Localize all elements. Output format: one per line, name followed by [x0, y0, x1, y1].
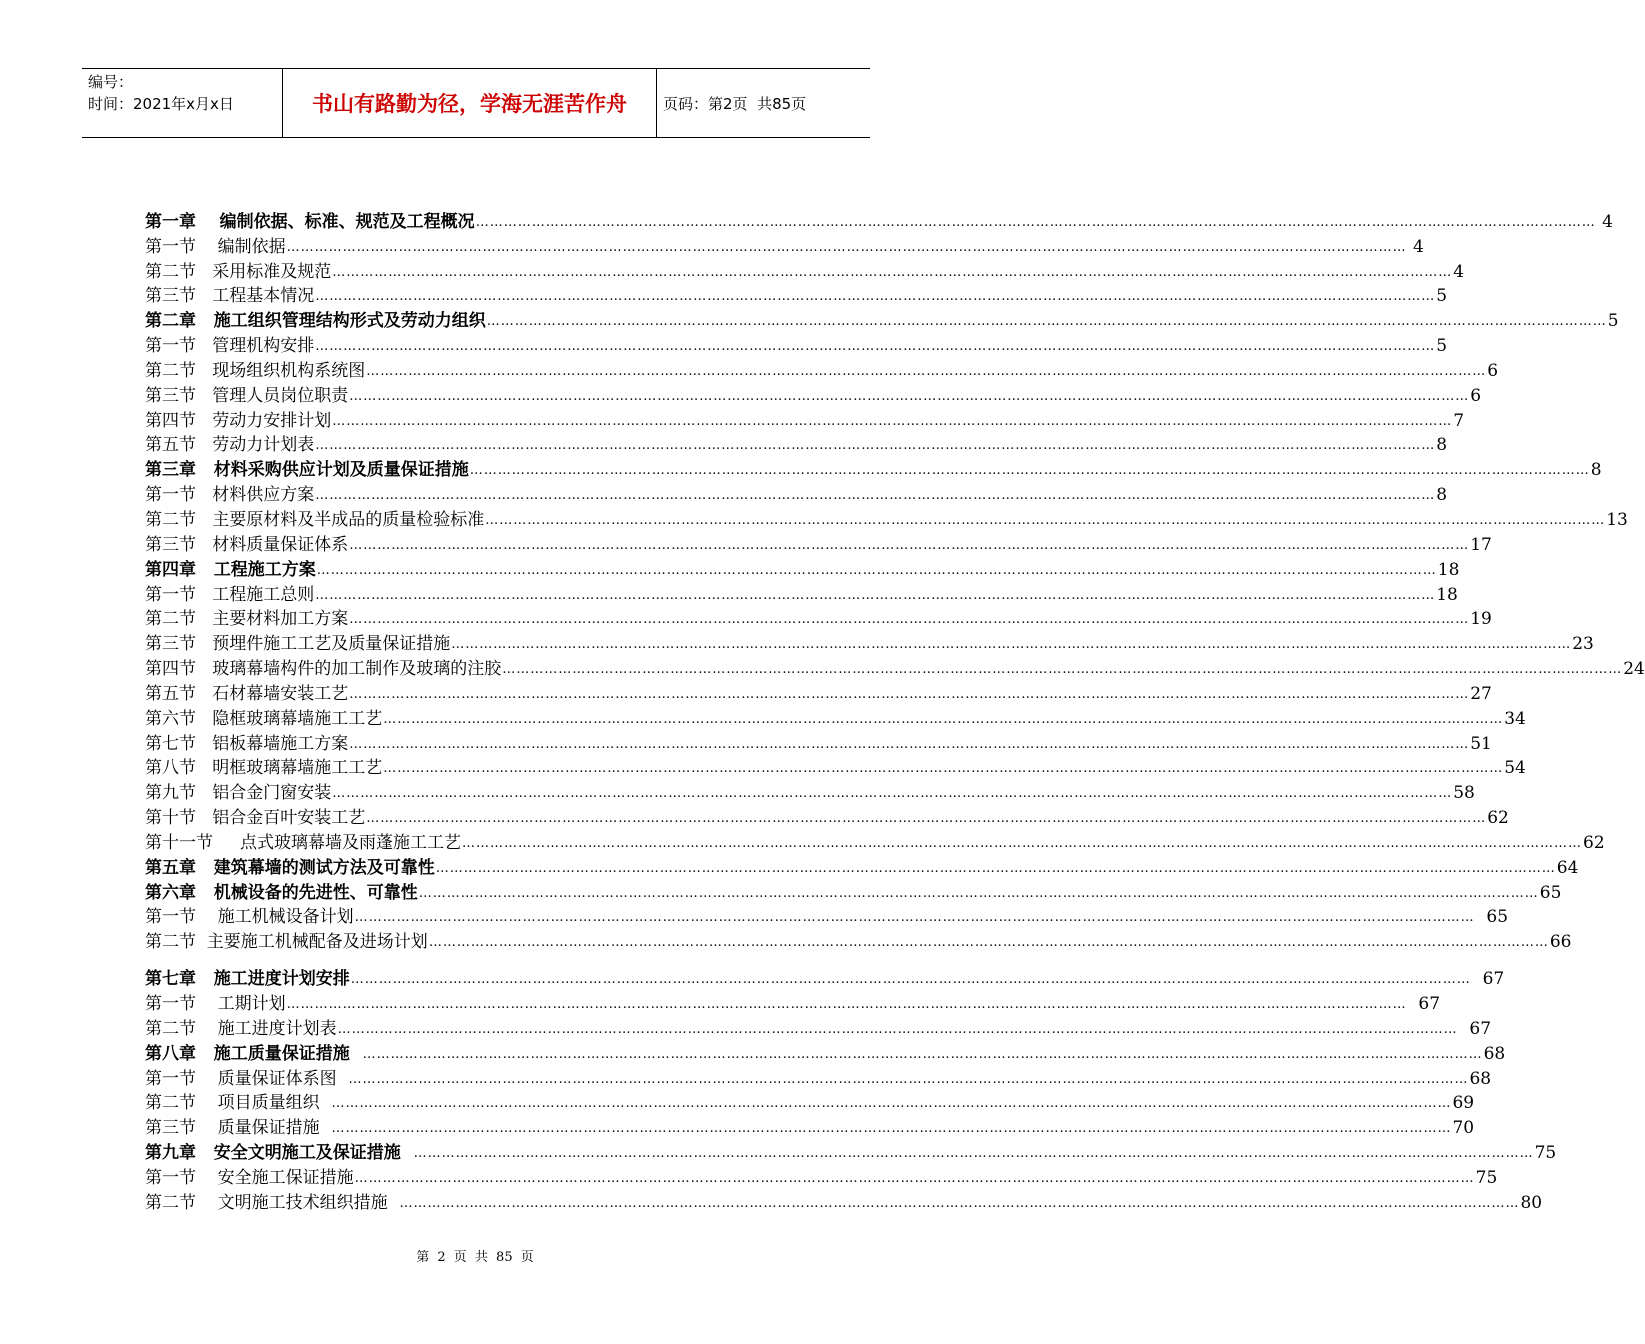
toc-section-entry	[145, 829, 1605, 854]
header-motto: 书山有路勤为径，学海无涯苦作舟	[282, 69, 657, 137]
toc-entry-page: 8	[1590, 460, 1602, 481]
toc-entry-page: 64	[1556, 857, 1579, 878]
toc-leader-dots: ……………………………………………………………………………………………………………………………………………………………………………………………………………………	[332, 264, 1453, 280]
page-header	[82, 68, 870, 138]
toc-section-entry	[145, 1065, 1492, 1090]
toc-leader-dots: ……………………………………………………………………………………………………………………………………………………………………………………………………………………	[354, 1170, 1475, 1186]
toc-leader-dots: ……………………………………………………………………………………………………………………………………………………………………………………………………………………	[332, 786, 1453, 802]
toc-entry-label: 第二节 项目质量组织	[145, 1093, 331, 1114]
toc-entry-label: 第二节 施工进度计划表	[145, 1018, 337, 1039]
toc-entry-label: 第二节 文明施工技术组织措施	[145, 1192, 399, 1213]
toc-section-entry	[145, 680, 1492, 705]
toc-entry-label: 第二章 施工组织管理结构形式及劳动力组织	[145, 311, 486, 332]
toc-entry-page: 62	[1583, 832, 1605, 853]
toc-entry-page: 27	[1470, 683, 1492, 704]
toc-entry-page: 8	[1436, 435, 1448, 456]
toc-leader-dots: ……………………………………………………………………………………………………………………………………………………………………………………………………………………	[469, 463, 1590, 479]
toc-section-entry	[145, 1090, 1475, 1115]
toc-leader-dots: ……………………………………………………………………………………………………………………………………………………………………………………………………………………	[315, 289, 1436, 305]
toc-entry-page: 80	[1520, 1192, 1543, 1213]
toc-chapter-entry	[145, 879, 1562, 904]
toc-leader-dots: ……………………………………………………………………………………………………………………………………………………………………………………………………………………	[451, 637, 1572, 653]
toc-section-entry	[145, 655, 1645, 680]
document-number-label: 编号：	[88, 73, 134, 91]
toc-entry-page: 68	[1469, 1068, 1492, 1089]
toc-section-entry	[145, 1164, 1498, 1189]
toc-entry-label: 第五章 建筑幕墙的测试方法及可靠性	[145, 857, 435, 878]
toc-entry-label: 第三节 管理人员岗位职责	[145, 385, 349, 406]
toc-entry-label: 第三节 质量保证措施	[145, 1118, 331, 1139]
toc-entry-label: 第九章 安全文明施工及保证措施	[145, 1143, 413, 1164]
toc-section-entry	[145, 581, 1458, 606]
toc-entry-label: 第二节 主要施工机械配备及进场计划	[145, 932, 428, 953]
toc-entry-label: 第四节 劳动力安排计划	[145, 410, 332, 431]
toc-leader-dots: ……………………………………………………………………………………………………………………………………………………………………………………………………………………	[315, 339, 1436, 355]
toc-section-entry	[145, 1189, 1543, 1214]
toc-entry-label: 第四章 工程施工方案	[145, 559, 316, 580]
toc-entry-label: 第十节 铝合金百叶安装工艺	[145, 808, 366, 829]
toc-section-entry	[145, 904, 1509, 929]
toc-spacer	[145, 953, 810, 965]
toc-section-entry	[145, 506, 1628, 531]
toc-entry-page: 18	[1436, 584, 1458, 605]
toc-section-entry	[145, 928, 1572, 953]
toc-leader-dots: ……………………………………………………………………………………………………………………………………………………………………………………………………………………	[486, 314, 1607, 330]
toc-entry-page: 18	[1437, 559, 1460, 580]
toc-leader-dots: ……………………………………………………………………………………………………………………………………………………………………………………………………………………	[428, 935, 1549, 951]
header-meta	[82, 69, 282, 137]
toc-entry-page: 5	[1607, 311, 1619, 332]
toc-entry-label: 第二节 主要原材料及半成品的质量检验标准	[145, 509, 485, 530]
toc-entry-page: 67	[1407, 994, 1441, 1014]
toc-leader-dots: ……………………………………………………………………………………………………………………………………………………………………………………………………………………	[315, 488, 1436, 504]
toc-section-entry	[145, 705, 1526, 730]
toc-entry-page: 8	[1436, 485, 1448, 506]
toc-chapter-entry	[145, 208, 1613, 233]
toc-entry-page: 4	[1453, 261, 1465, 282]
toc-entry-page: 5	[1436, 336, 1448, 357]
toc-leader-dots: ……………………………………………………………………………………………………………………………………………………………………………………………………………………	[475, 214, 1596, 230]
toc-section-entry	[145, 258, 1465, 283]
toc-entry-page: 23	[1572, 634, 1594, 655]
toc-entry-label: 第六节 隐框玻璃幕墙施工工艺	[145, 708, 383, 729]
toc-leader-dots: ……………………………………………………………………………………………………………………………………………………………………………………………………………………	[383, 761, 1504, 777]
toc-entry-label: 第六章 机械设备的先进性、可靠性	[145, 882, 418, 903]
toc-entry-label: 第二节 采用标准及规范	[145, 261, 332, 282]
toc-leader-dots: ……………………………………………………………………………………………………………………………………………………………………………………………………………………	[383, 711, 1504, 727]
toc-leader-dots: ……………………………………………………………………………………………………………………………………………………………………………………………………………………	[354, 910, 1475, 926]
toc-section-entry	[145, 779, 1475, 804]
toc-section-entry	[145, 1015, 1492, 1040]
toc-entry-page: 68	[1483, 1043, 1506, 1064]
toc-leader-dots: ……………………………………………………………………………………………………………………………………………………………………………………………………………………	[349, 537, 1470, 553]
toc-entry-label: 第一节 质量保证体系图	[145, 1068, 348, 1089]
toc-entry-page: 17	[1470, 534, 1492, 555]
toc-leader-dots: ……………………………………………………………………………………………………………………………………………………………………………………………………………………	[349, 736, 1470, 752]
toc-section-entry	[145, 283, 1448, 308]
toc-leader-dots: ……………………………………………………………………………………………………………………………………………………………………………………………………………………	[315, 587, 1436, 603]
toc-leader-dots: ……………………………………………………………………………………………………………………………………………………………………………………………………………………	[413, 1146, 1534, 1162]
toc-section-entry	[145, 233, 1424, 258]
toc-section-entry	[145, 990, 1441, 1015]
toc-leader-dots: ……………………………………………………………………………………………………………………………………………………………………………………………………………………	[332, 413, 1453, 429]
toc-chapter-entry	[145, 1040, 1506, 1065]
toc-entry-label: 第一节 工程施工总则	[145, 584, 315, 605]
toc-leader-dots: ……………………………………………………………………………………………………………………………………………………………………………………………………………………	[331, 1121, 1452, 1137]
toc-leader-dots: ……………………………………………………………………………………………………………………………………………………………………………………………………………………	[337, 1021, 1458, 1037]
toc-entry-label: 第七章 施工进度计划安排	[145, 969, 350, 990]
toc-entry-label: 第九节 铝合金门窗安装	[145, 783, 332, 804]
toc-entry-page: 75	[1534, 1143, 1557, 1164]
toc-entry-label: 第七节 铝板幕墙施工方案	[145, 733, 349, 754]
table-of-contents	[145, 208, 1645, 1214]
toc-entry-page: 67	[1471, 969, 1505, 990]
toc-entry-label: 第三节 材料质量保证体系	[145, 534, 349, 555]
toc-entry-page: 65	[1539, 882, 1562, 903]
toc-entry-page: 69	[1452, 1093, 1475, 1114]
toc-entry-page: 7	[1453, 410, 1465, 431]
toc-entry-page: 75	[1475, 1167, 1498, 1188]
toc-leader-dots: ……………………………………………………………………………………………………………………………………………………………………………………………………………………	[348, 1071, 1469, 1087]
toc-entry-page: 70	[1452, 1118, 1475, 1139]
toc-entry-label: 第五节 石材幕墙安装工艺	[145, 683, 349, 704]
toc-leader-dots: ……………………………………………………………………………………………………………………………………………………………………………………………………………………	[399, 1195, 1520, 1211]
toc-entry-label: 第一节 安全施工保证措施	[145, 1167, 354, 1188]
toc-entry-label: 第一节 工期计划	[145, 994, 286, 1014]
toc-leader-dots: ……………………………………………………………………………………………………………………………………………………………………………………………………………………	[418, 885, 1539, 901]
toc-section-entry	[145, 432, 1448, 457]
toc-leader-dots: ……………………………………………………………………………………………………………………………………………………………………………………………………………………	[286, 239, 1407, 255]
document-date: 时间：2021年x月x日	[88, 95, 234, 113]
toc-section-entry	[145, 407, 1465, 432]
toc-section-entry	[145, 730, 1492, 755]
toc-leader-dots: ……………………………………………………………………………………………………………………………………………………………………………………………………………………	[286, 997, 1407, 1012]
toc-leader-dots: ……………………………………………………………………………………………………………………………………………………………………………………………………………………	[362, 1046, 1483, 1062]
toc-entry-page: 24	[1623, 659, 1645, 680]
toc-section-entry	[145, 382, 1482, 407]
toc-entry-page: 6	[1487, 360, 1499, 381]
toc-entry-label: 第三节 预埋件施工工艺及质量保证措施	[145, 634, 451, 655]
toc-chapter-entry	[145, 1139, 1557, 1164]
page-footer: 第 2 页 共 85 页	[416, 1250, 534, 1265]
toc-section-entry	[145, 755, 1526, 780]
toc-chapter-entry	[145, 307, 1619, 332]
toc-section-entry	[145, 606, 1492, 631]
toc-entry-page: 51	[1470, 733, 1492, 754]
toc-entry-label: 第五节 劳动力计划表	[145, 435, 315, 456]
toc-entry-label: 第一节 管理机构安排	[145, 336, 315, 357]
toc-leader-dots: ……………………………………………………………………………………………………………………………………………………………………………………………………………………	[349, 612, 1470, 628]
toc-entry-label: 第一节 材料供应方案	[145, 485, 315, 506]
toc-leader-dots: ……………………………………………………………………………………………………………………………………………………………………………………………………………………	[349, 388, 1470, 404]
toc-entry-page: 66	[1549, 932, 1572, 953]
toc-entry-label: 第四节 玻璃幕墙构件的加工制作及玻璃的注胶	[145, 659, 502, 680]
toc-leader-dots: ……………………………………………………………………………………………………………………………………………………………………………………………………………………	[502, 662, 1623, 678]
toc-chapter-entry	[145, 556, 1460, 581]
toc-chapter-entry	[145, 965, 1505, 990]
toc-leader-dots: ……………………………………………………………………………………………………………………………………………………………………………………………………………………	[315, 438, 1436, 454]
toc-entry-label: 第三节 工程基本情况	[145, 286, 315, 307]
toc-section-entry	[145, 357, 1499, 382]
toc-entry-label: 第八章 施工质量保证措施	[145, 1043, 362, 1064]
toc-entry-page: 19	[1470, 609, 1492, 630]
toc-section-entry	[145, 531, 1492, 556]
toc-leader-dots: ……………………………………………………………………………………………………………………………………………………………………………………………………………………	[366, 363, 1487, 379]
toc-entry-label: 第一节 施工机械设备计划	[145, 907, 354, 928]
header-page-info: 页码：第2页 共85页	[663, 94, 807, 113]
toc-chapter-entry	[145, 854, 1579, 879]
toc-entry-label: 第三章 材料采购供应计划及质量保证措施	[145, 460, 469, 481]
toc-entry-label: 第二节 主要材料加工方案	[145, 609, 349, 630]
toc-leader-dots: ……………………………………………………………………………………………………………………………………………………………………………………………………………………	[435, 860, 1556, 876]
toc-leader-dots: ……………………………………………………………………………………………………………………………………………………………………………………………………………………	[316, 562, 1437, 578]
toc-entry-page: 4	[1407, 236, 1424, 257]
toc-section-entry	[145, 332, 1448, 357]
toc-entry-label: 第一章 编制依据、标准、规范及工程概况	[145, 211, 475, 232]
toc-entry-page: 6	[1470, 385, 1482, 406]
toc-entry-page: 54	[1504, 758, 1526, 779]
toc-chapter-entry	[145, 456, 1602, 481]
toc-entry-page: 5	[1436, 286, 1448, 307]
toc-entry-label: 第八节 明框玻璃幕墙施工工艺	[145, 758, 383, 779]
toc-entry-page: 4	[1596, 211, 1613, 232]
toc-entry-page: 67	[1458, 1018, 1492, 1039]
toc-entry-page: 62	[1487, 808, 1509, 829]
toc-section-entry	[145, 1114, 1475, 1139]
toc-leader-dots: ……………………………………………………………………………………………………………………………………………………………………………………………………………………	[350, 972, 1471, 988]
toc-entry-label: 第十一节 点式玻璃幕墙及雨蓬施工工艺	[145, 832, 462, 853]
toc-leader-dots: ……………………………………………………………………………………………………………………………………………………………………………………………………………………	[331, 1096, 1452, 1112]
toc-entry-page: 65	[1475, 907, 1509, 928]
toc-entry-page: 34	[1504, 708, 1526, 729]
toc-section-entry	[145, 804, 1509, 829]
toc-entry-label: 第一节 编制依据	[145, 236, 286, 257]
toc-section-entry	[145, 481, 1448, 506]
toc-leader-dots: ……………………………………………………………………………………………………………………………………………………………………………………………………………………	[366, 811, 1487, 827]
toc-entry-label: 第二节 现场组织机构系统图	[145, 360, 366, 381]
toc-entry-page: 58	[1453, 783, 1475, 804]
toc-leader-dots: ……………………………………………………………………………………………………………………………………………………………………………………………………………………	[462, 835, 1583, 851]
toc-entry-page: 13	[1606, 509, 1628, 530]
toc-leader-dots: ……………………………………………………………………………………………………………………………………………………………………………………………………………………	[349, 686, 1470, 702]
toc-section-entry	[145, 630, 1594, 655]
toc-leader-dots: ……………………………………………………………………………………………………………………………………………………………………………………………………………………	[485, 512, 1606, 528]
